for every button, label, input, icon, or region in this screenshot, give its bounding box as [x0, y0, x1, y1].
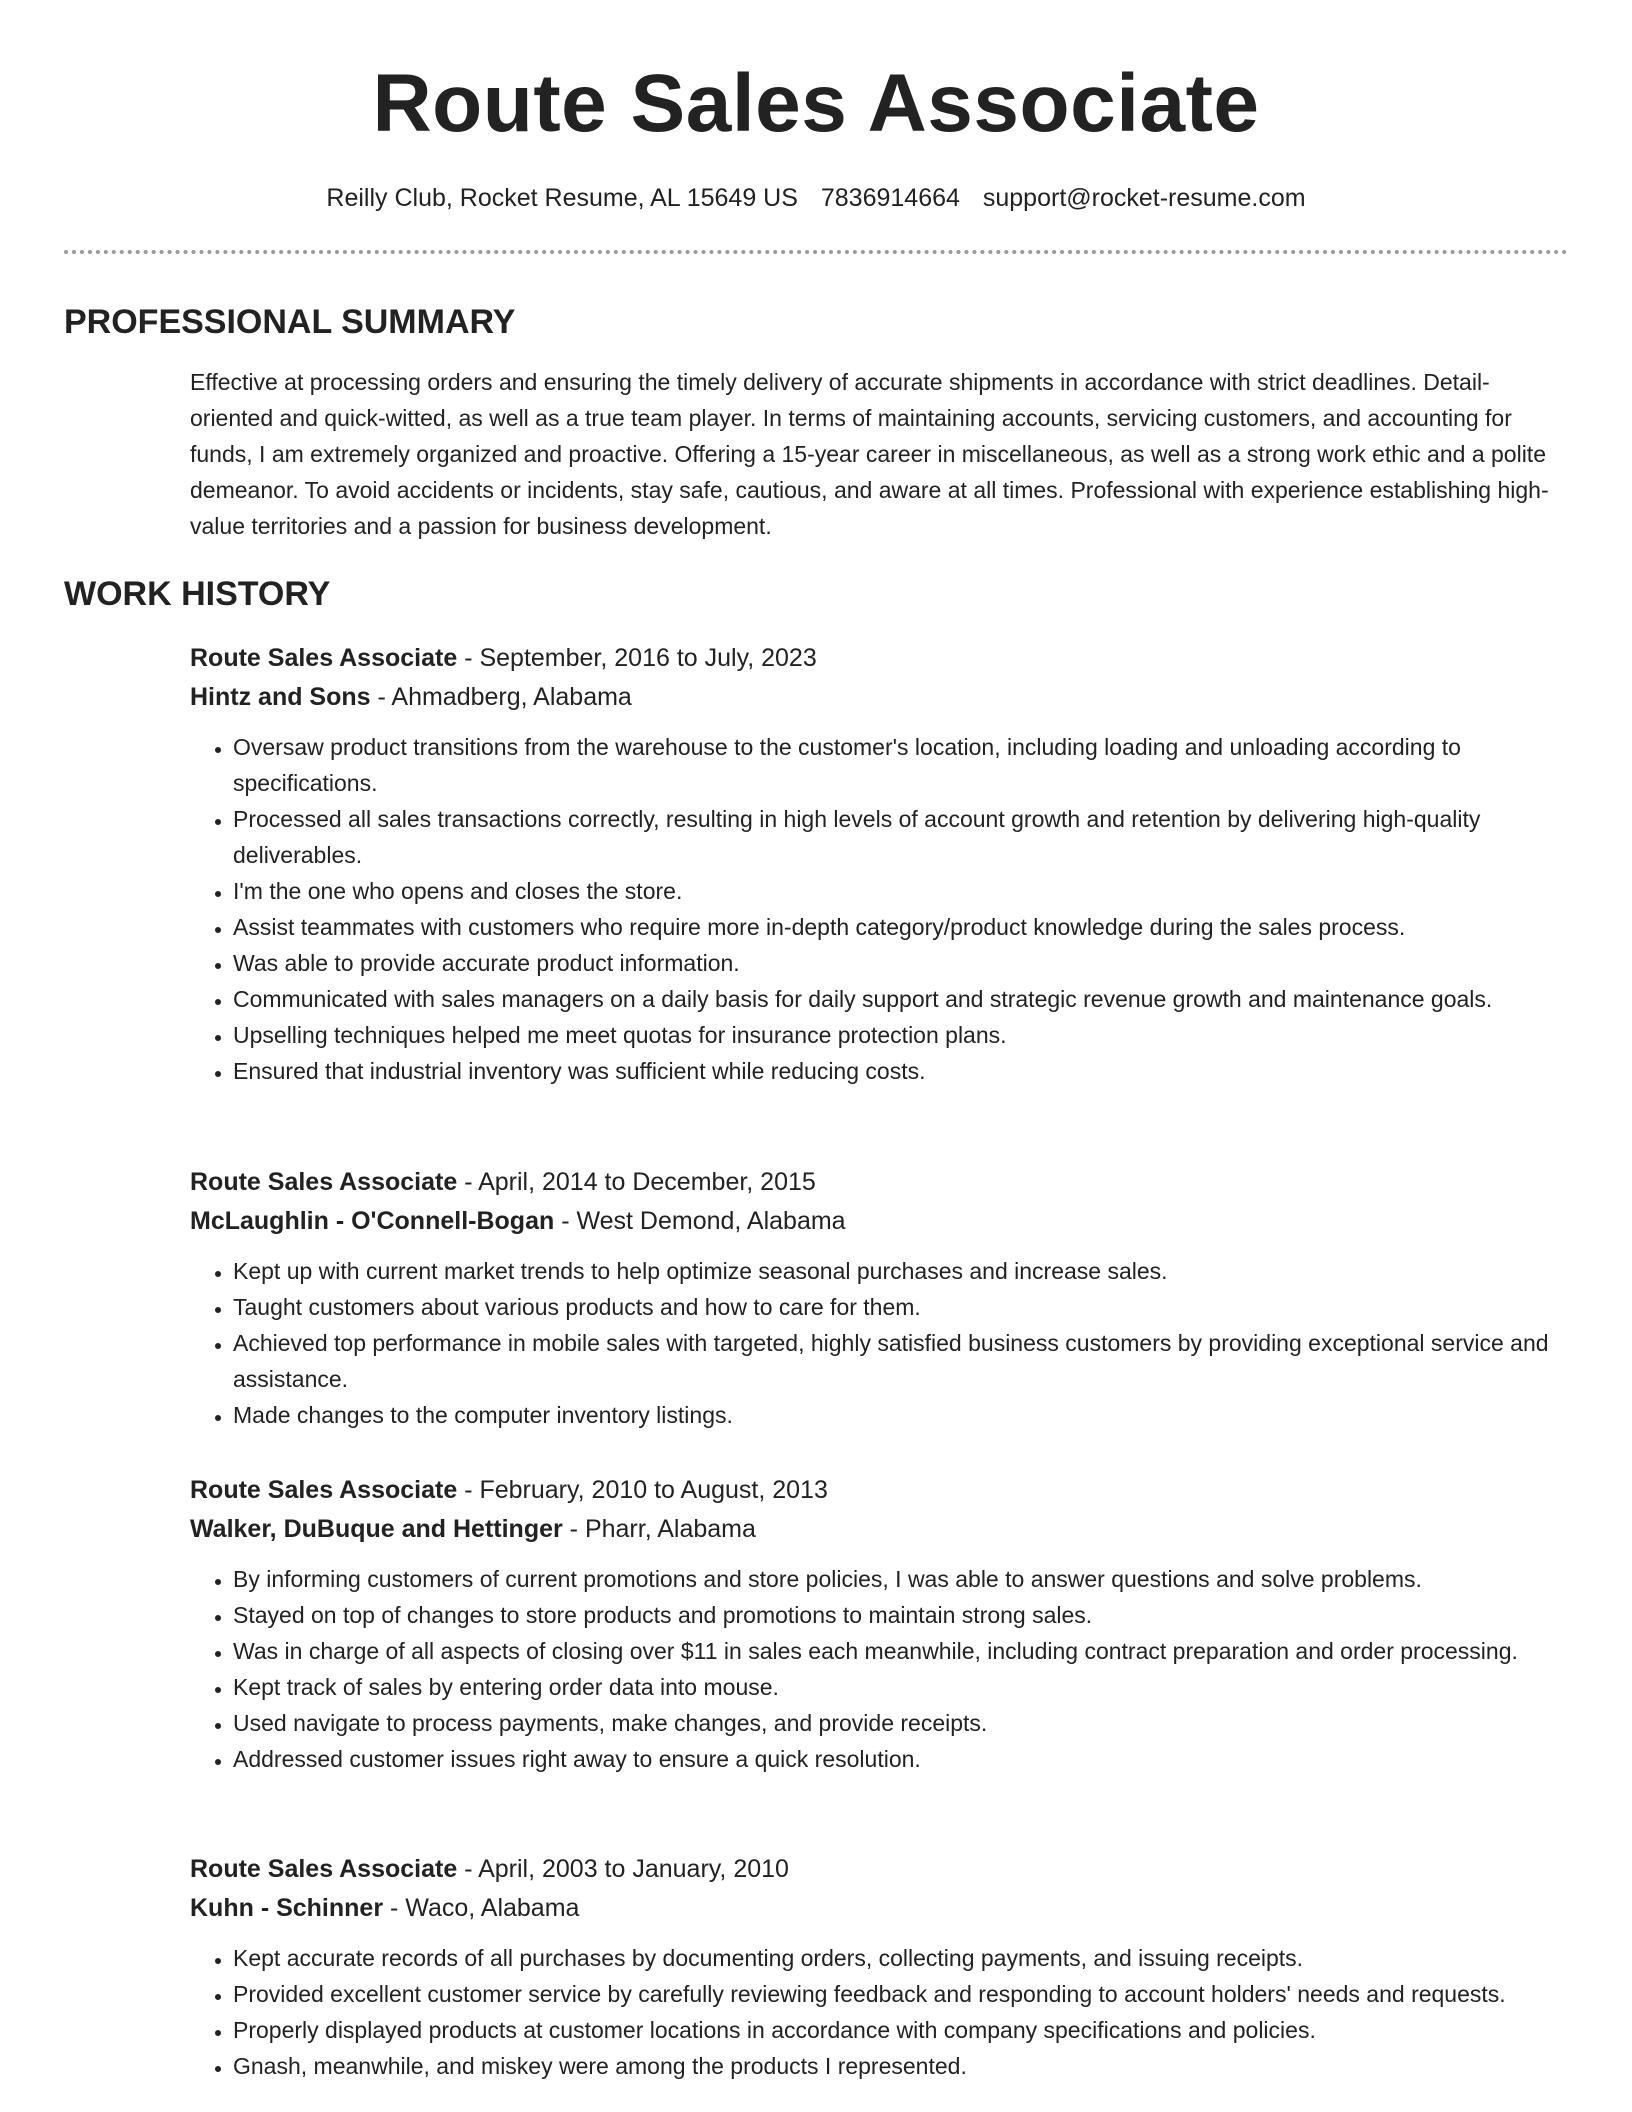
work-history-heading: WORK HISTORY [64, 575, 331, 613]
job-position: Route Sales Associate [190, 1168, 458, 1196]
job-dates: - February, 2010 to August, 2013 [457, 1476, 828, 1504]
contact-phone: 7836914664 [820, 184, 960, 212]
job-bullet: • Taught customers about various products and how to care for them. [233, 1289, 1570, 1325]
job-bullet: • Provided excellent customer service by carefully reviewing feedback and responding to account holders' needs and requests. [233, 1976, 1570, 2012]
job-bullet: • Made changes to the computer inventory listings. [233, 1397, 1570, 1433]
job-company: McLaughlin - O'Connell-Bogan [190, 1207, 555, 1235]
job-bullet: • Communicated with sales managers on a daily basis for daily support and strategic revenue growth and maintenance goals. [233, 981, 1570, 1017]
job-bullet: • Kept track of sales by entering order data into mouse. [233, 1669, 1570, 1705]
job-bullet: • Processed all sales transactions correctly, resulting in high levels of account growth and retention by delivering high-quality deliverables. [233, 801, 1570, 873]
job-bullet: • Ensured that industrial inventory was sufficient while reducing costs. [233, 1053, 1570, 1089]
job-bullet: • Assist teammates with customers who require more in-depth category/product knowledge during the sales process. [233, 909, 1570, 945]
job-position: Route Sales Associate [190, 1855, 458, 1883]
job-company: Hintz and Sons [190, 683, 371, 711]
job-company-line [190, 1889, 1570, 1928]
job-bullet: • Addressed customer issues right away to ensure a quick resolution. [233, 1741, 1570, 1777]
contact-address: Reilly Club, Rocket Resume, AL 15649 US [326, 184, 798, 212]
job-title-line [190, 1163, 1570, 1202]
job-company: Walker, DuBuque and Hettinger [190, 1515, 563, 1543]
job-bullet: • Properly displayed products at customer locations in accordance with company specifications and policies. [233, 2012, 1570, 2048]
job-bullet: • Kept up with current market trends to help optimize seasonal purchases and increase sales. [233, 1253, 1570, 1289]
job-bullet: • I'm the one who opens and closes the store. [233, 873, 1570, 909]
job-entry [190, 1163, 1570, 1433]
job-company-line [190, 678, 1570, 717]
job-bullet-list [190, 729, 1570, 1089]
job-company: Kuhn - Schinner [190, 1894, 384, 1922]
job-company-line [190, 1202, 1570, 1241]
professional-summary-text: Effective at processing orders and ensuring the timely delivery of accurate shipments in accordance with strict deadlines. Detail-oriented and quick-witted, as well as a true team player. In terms of maintaining accounts, servicing customers, and accounting for funds, I am extremely organized and proactive. Offering a 15-year career in miscellaneous, as well as a strong work ethic and a polite demeanor. To avoid accidents or incidents, stay safe, cautious, and aware at all times. Professional with experience establishing high-value territories and a passion for business development. [190, 369, 1549, 539]
job-position: Route Sales Associate [190, 644, 458, 672]
job-location: - Pharr, Alabama [562, 1515, 756, 1543]
job-location: - West Demond, Alabama [554, 1207, 846, 1235]
job-bullet: • Stayed on top of changes to store products and promotions to maintain strong sales. [233, 1597, 1570, 1633]
job-entry [190, 1471, 1570, 1777]
job-bullet: • Oversaw product transitions from the warehouse to the customer's location, including loading and unloading according to specifications. [233, 729, 1570, 801]
resume-name-title: Route Sales Associate [372, 58, 1260, 149]
job-bullet: • Kept accurate records of all purchases by documenting orders, collecting payments, and issuing receipts. [233, 1940, 1570, 1976]
job-entry [190, 1850, 1570, 2084]
job-bullet: • Used navigate to process payments, make changes, and provide receipts. [233, 1705, 1570, 1741]
job-bullet: • Upselling techniques helped me meet quotas for insurance protection plans. [233, 1017, 1570, 1053]
job-dates: - September, 2016 to July, 2023 [457, 644, 817, 672]
job-bullet-list [190, 1940, 1570, 2084]
job-company-line [190, 1510, 1570, 1549]
job-bullet: • Was able to provide accurate product information. [233, 945, 1570, 981]
job-bullet: • Gnash, meanwhile, and miskey were among the products I represented. [233, 2048, 1570, 2084]
job-title-line [190, 1471, 1570, 1510]
job-title-line [190, 639, 1570, 678]
professional-summary-heading: PROFESSIONAL SUMMARY [64, 303, 516, 341]
job-entry [190, 639, 1570, 1089]
job-location: - Waco, Alabama [383, 1894, 580, 1922]
job-dates: - April, 2014 to December, 2015 [457, 1168, 816, 1196]
contact-email: support@rocket-resume.com [982, 184, 1306, 212]
header-divider [64, 250, 1568, 254]
job-position: Route Sales Associate [190, 1476, 458, 1504]
job-bullet: • By informing customers of current promotions and store policies, I was able to answer questions and solve problems. [233, 1561, 1570, 1597]
job-bullet-list [190, 1253, 1570, 1433]
job-bullet: • Achieved top performance in mobile sales with targeted, highly satisfied business customers by providing exceptional service and assistance. [233, 1325, 1570, 1397]
job-bullet: • Was in charge of all aspects of closing over $11 in sales each meanwhile, including contract preparation and order processing. [233, 1633, 1570, 1669]
job-dates: - April, 2003 to January, 2010 [457, 1855, 789, 1883]
contact-line [0, 181, 1632, 215]
job-location: - Ahmadberg, Alabama [370, 683, 632, 711]
job-bullet-list [190, 1561, 1570, 1777]
job-title-line [190, 1850, 1570, 1889]
